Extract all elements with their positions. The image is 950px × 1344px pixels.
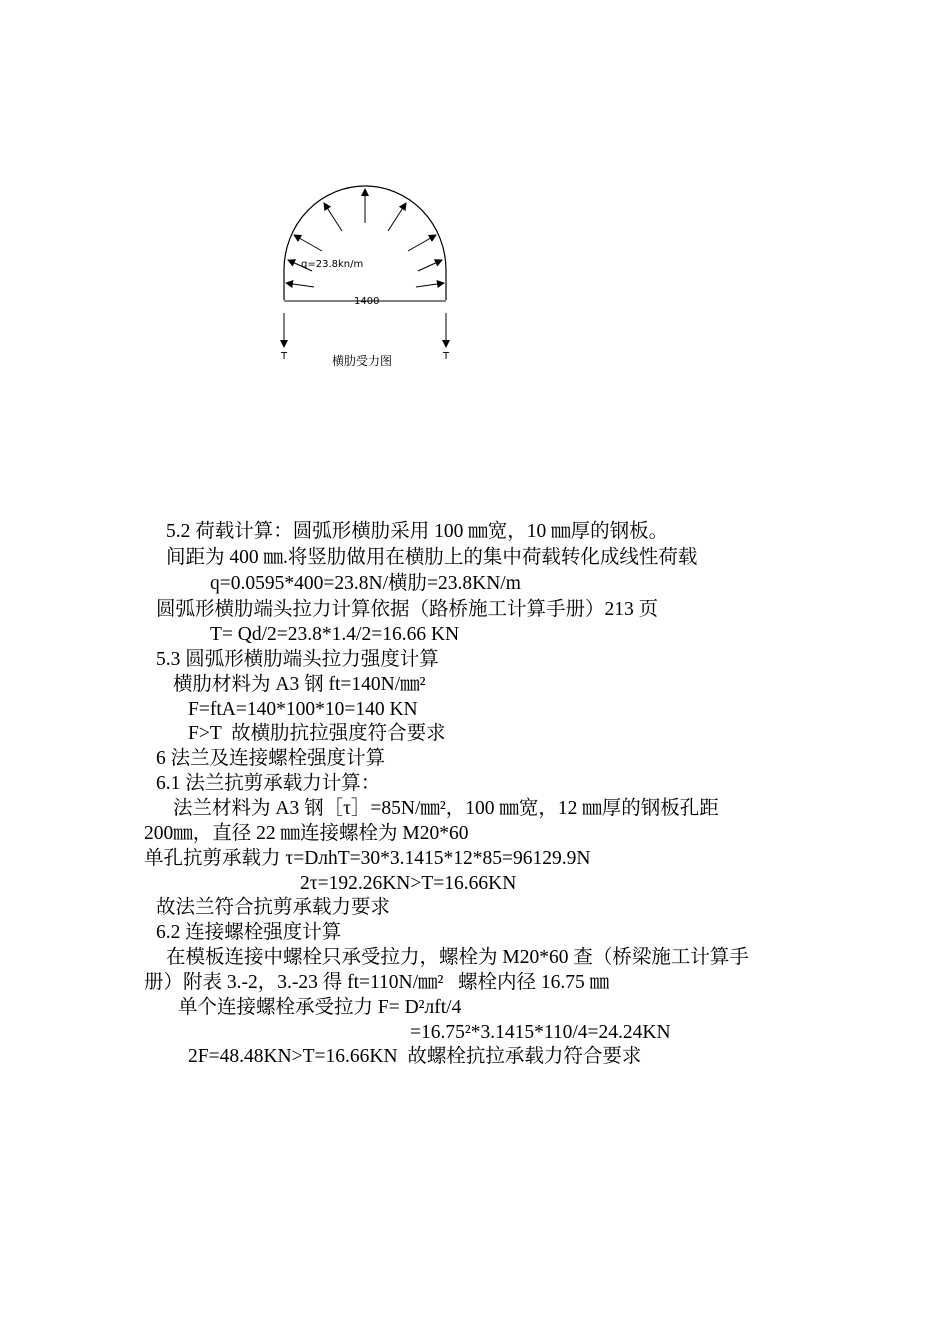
text-line: 5.3 圆弧形横肋端头拉力强度计算 bbox=[156, 649, 439, 670]
text-line: 横肋材料为 A3 钢 ft=140N/㎜² bbox=[173, 674, 426, 695]
text-line: 6.1 法兰抗剪承载力计算： bbox=[156, 773, 381, 794]
text-line: q=0.0595*400=23.8N/横肋=23.8KN/m bbox=[210, 573, 521, 594]
text-line: 单个连接螺栓承受拉力 F= D²лft/4 bbox=[178, 997, 462, 1018]
text-line: T= Qd/2=23.8*1.4/2=16.66 KN bbox=[210, 624, 460, 645]
diagram-caption: 横肋受力图 bbox=[332, 354, 393, 368]
text-line: 间距为 400 ㎜.将竖肋做用在横肋上的集中荷载转化成线性荷载 bbox=[166, 547, 698, 568]
text-line: 2τ=192.26KN>T=16.66KN bbox=[300, 873, 517, 894]
rib-force-diagram bbox=[270, 175, 470, 385]
text-line: F>T 故横肋抗拉强度符合要求 bbox=[188, 723, 446, 744]
text-line: 册）附表 3.-2，3.-23 得 ft=110N/㎜² 螺栓内径 16.75 ㎜ bbox=[144, 972, 610, 993]
text-line: 5.2 荷载计算：圆弧形横肋采用 100 ㎜宽，10 ㎜厚的钢板。 bbox=[166, 521, 669, 542]
text-line: =16.75²*3.1415*110/4=24.24KN bbox=[410, 1022, 671, 1043]
text-line: 6 法兰及连接螺栓强度计算 bbox=[156, 748, 386, 769]
span-label: 1400 bbox=[354, 296, 380, 307]
text-line: 圆弧形横肋端头拉力计算依据（路桥施工计算手册）213 页 bbox=[156, 599, 659, 620]
rib-force-diagram-svg bbox=[270, 175, 470, 385]
load-label: q=23.8kn/m bbox=[301, 259, 364, 270]
text-line: 在模板连接中螺栓只承受拉力，螺栓为 M20*60 查（桥梁施工计算手 bbox=[166, 947, 749, 968]
text-line: 单孔抗剪承载力 τ=DлhT=30*3.1415*12*85=96129.9N bbox=[144, 848, 591, 869]
text-line: 法兰材料为 A3 钢［τ］=85N/㎜²，100 ㎜宽，12 ㎜厚的钢板孔距 bbox=[173, 798, 719, 819]
text-line: 故法兰符合抗剪承载力要求 bbox=[156, 897, 391, 918]
right-force-label: T bbox=[443, 351, 450, 362]
text-line: F=ftA=140*100*10=140 KN bbox=[188, 699, 418, 720]
left-force-label: T bbox=[281, 351, 288, 362]
text-line: 200㎜，直径 22 ㎜连接螺栓为 M20*60 bbox=[144, 823, 469, 844]
text-line: 2F=48.48KN>T=16.66KN 故螺栓抗拉承载力符合要求 bbox=[188, 1046, 642, 1067]
text-line: 6.2 连接螺栓强度计算 bbox=[156, 922, 342, 943]
load-arrows bbox=[286, 189, 444, 287]
